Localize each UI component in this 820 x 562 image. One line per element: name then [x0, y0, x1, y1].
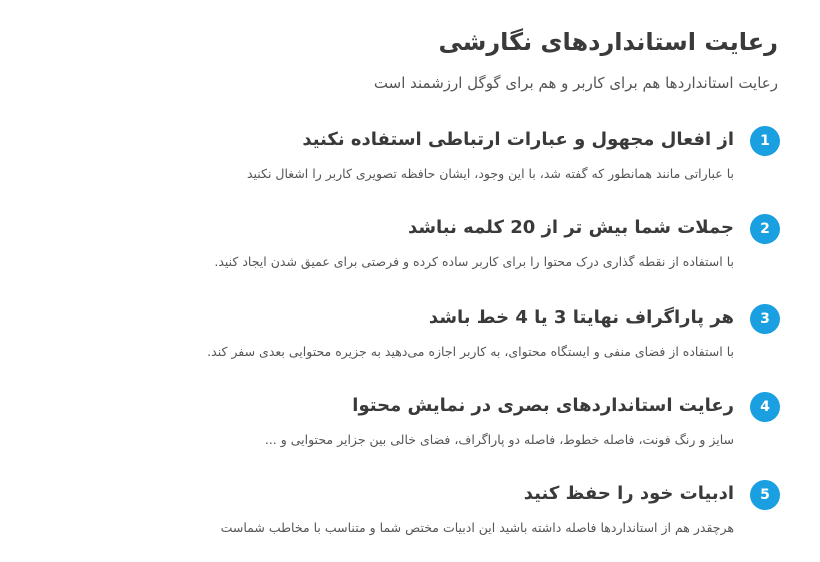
item-description: با استفاده از فضای منفی و ایستگاه محتوای، به کاربر اجازه می‌دهید به جزیره محتوایی بعدی سفر کند. — [207, 344, 734, 359]
step-number-badge: 1 — [750, 126, 780, 156]
step-number-badge: 2 — [750, 214, 780, 244]
step-number-badge: 4 — [750, 392, 780, 422]
item-title: ادبیات خود را حفظ کنید — [523, 483, 734, 504]
item-title: هر پاراگراف نهایتا 3 یا 4 خط باشد — [428, 307, 734, 328]
page-subtitle: رعایت استانداردها هم برای کاربر و هم برای گوگل ارزشمند است — [373, 74, 778, 92]
item-description: با عباراتی مانند همانطور که گفته شد، با این وجود، ایشان حافظه تصویری کاربر را اشغال نکنید — [246, 166, 734, 181]
step-number-badge: 3 — [750, 304, 780, 334]
item-title: از افعال مجهول و عبارات ارتباطی استفاده نکنید — [302, 129, 734, 150]
item-title: جملات شما بیش تر از 20 کلمه نباشد — [407, 217, 734, 238]
item-description: هرچقدر هم از استانداردها فاصله داشته باشید این ادبیات مختص شما و متناسب با مخاطب شماست — [220, 520, 734, 535]
step-number-badge: 5 — [750, 480, 780, 510]
item-title: رعایت استانداردهای بصری در نمایش محتوا — [352, 395, 734, 416]
item-description: سایز و رنگ فونت، فاصله خطوط، فاصله دو پاراگراف، فضای خالی بین جزایر محتوایی و ... — [264, 432, 734, 447]
item-description: با استفاده از نقطه گذاری درک محتوا را برای کاربر ساده کرده و فرصتی برای عمیق شدن ایجاد کنید. — [214, 254, 734, 269]
page-title: رعایت استانداردهای نگارشی — [438, 28, 778, 56]
